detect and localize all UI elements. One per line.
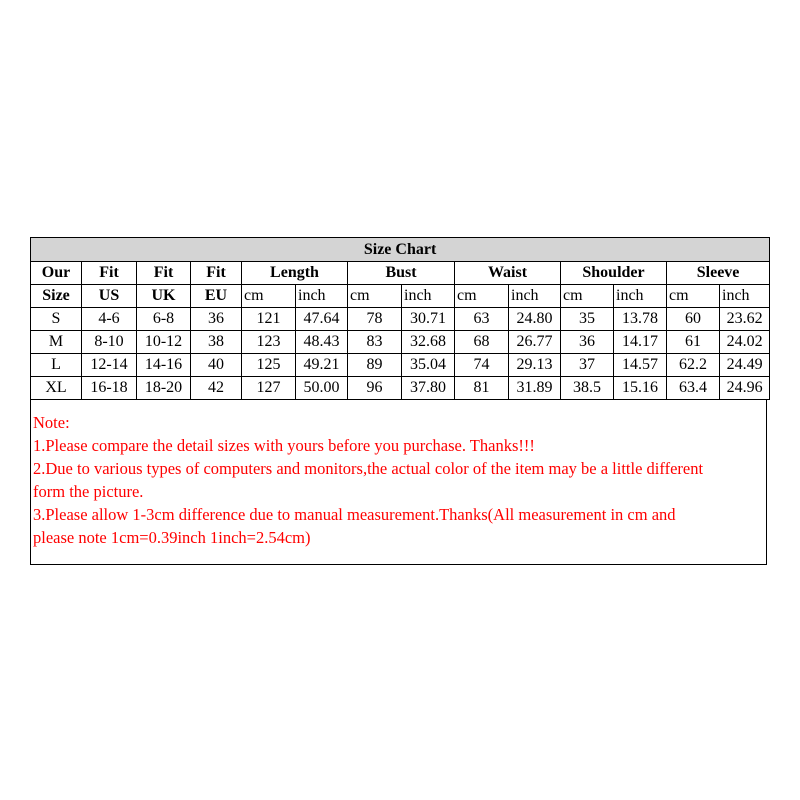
header-fit-us-2: US (82, 285, 137, 308)
unit-waist-cm: cm (455, 285, 509, 308)
notes-box (30, 400, 767, 565)
cell-fit-uk: 10-12 (137, 331, 191, 354)
cell-shoulder-inch: 15.16 (614, 377, 667, 400)
cell-bust-inch: 35.04 (402, 354, 455, 377)
header-fit-eu-1: Fit (191, 262, 242, 285)
unit-shoulder-cm: cm (561, 285, 614, 308)
unit-length-cm: cm (242, 285, 296, 308)
cell-waist-inch: 29.13 (509, 354, 561, 377)
cell-length-cm: 121 (242, 308, 296, 331)
cell-shoulder-inch: 14.57 (614, 354, 667, 377)
cell-sleeve-cm: 60 (667, 308, 720, 331)
size-chart (30, 237, 769, 565)
cell-sleeve-cm: 63.4 (667, 377, 720, 400)
cell-sleeve-cm: 61 (667, 331, 720, 354)
cell-fit-us: 12-14 (82, 354, 137, 377)
cell-bust-inch: 30.71 (402, 308, 455, 331)
cell-shoulder-cm: 37 (561, 354, 614, 377)
cell-waist-cm: 63 (455, 308, 509, 331)
note-line: please note 1cm=0.39inch 1inch=2.54cm) (33, 528, 311, 547)
cell-length-inch: 50.00 (296, 377, 348, 400)
cell-bust-cm: 89 (348, 354, 402, 377)
cell-sleeve-inch: 23.62 (720, 308, 770, 331)
header-fit-us-1: Fit (82, 262, 137, 285)
cell-sleeve-inch: 24.02 (720, 331, 770, 354)
unit-length-inch: inch (296, 285, 348, 308)
header-length: Length (242, 262, 348, 285)
cell-length-cm: 127 (242, 377, 296, 400)
cell-size: M (31, 331, 82, 354)
unit-sleeve-cm: cm (667, 285, 720, 308)
cell-fit-us: 16-18 (82, 377, 137, 400)
header-row-2 (31, 285, 770, 308)
cell-length-inch: 47.64 (296, 308, 348, 331)
cell-sleeve-inch: 24.49 (720, 354, 770, 377)
header-waist: Waist (455, 262, 561, 285)
cell-bust-cm: 83 (348, 331, 402, 354)
note-line: 1.Please compare the detail sizes with yours before you purchase. Thanks!!! (33, 436, 535, 455)
cell-shoulder-inch: 13.78 (614, 308, 667, 331)
size-chart-table (30, 237, 770, 400)
table-row (31, 354, 770, 377)
note-line: 3.Please allow 1-3cm difference due to manual measurement.Thanks(All measurement in cm and (33, 505, 676, 524)
cell-bust-cm: 78 (348, 308, 402, 331)
cell-fit-eu: 42 (191, 377, 242, 400)
cell-fit-us: 4-6 (82, 308, 137, 331)
cell-shoulder-cm: 35 (561, 308, 614, 331)
header-row-1 (31, 262, 770, 285)
cell-fit-uk: 6-8 (137, 308, 191, 331)
header-bust: Bust (348, 262, 455, 285)
unit-waist-inch: inch (509, 285, 561, 308)
note-line: 2.Due to various types of computers and monitors,the actual color of the item may be a little different (33, 459, 704, 478)
cell-waist-inch: 26.77 (509, 331, 561, 354)
cell-length-inch: 49.21 (296, 354, 348, 377)
cell-waist-cm: 68 (455, 331, 509, 354)
header-fit-uk-2: UK (137, 285, 191, 308)
header-our-size-2: Size (31, 285, 82, 308)
cell-waist-cm: 74 (455, 354, 509, 377)
cell-fit-us: 8-10 (82, 331, 137, 354)
cell-fit-eu: 38 (191, 331, 242, 354)
header-fit-uk-1: Fit (137, 262, 191, 285)
header-fit-eu-2: EU (191, 285, 242, 308)
cell-waist-inch: 31.89 (509, 377, 561, 400)
header-sleeve: Sleeve (667, 262, 770, 285)
cell-shoulder-cm: 38.5 (561, 377, 614, 400)
unit-sleeve-inch: inch (720, 285, 770, 308)
cell-waist-cm: 81 (455, 377, 509, 400)
cell-waist-inch: 24.80 (509, 308, 561, 331)
cell-fit-eu: 36 (191, 308, 242, 331)
cell-length-inch: 48.43 (296, 331, 348, 354)
cell-bust-inch: 32.68 (402, 331, 455, 354)
cell-size: S (31, 308, 82, 331)
note-line: form the picture. (33, 482, 144, 501)
cell-sleeve-cm: 62.2 (667, 354, 720, 377)
cell-length-cm: 125 (242, 354, 296, 377)
unit-bust-cm: cm (348, 285, 402, 308)
header-our-size-1: Our (31, 262, 82, 285)
cell-size: L (31, 354, 82, 377)
cell-shoulder-cm: 36 (561, 331, 614, 354)
table-row (31, 308, 770, 331)
cell-length-cm: 123 (242, 331, 296, 354)
title-row (31, 238, 770, 262)
cell-sleeve-inch: 24.96 (720, 377, 770, 400)
chart-title: Size Chart (31, 238, 770, 262)
cell-bust-inch: 37.80 (402, 377, 455, 400)
cell-bust-cm: 96 (348, 377, 402, 400)
table-row (31, 331, 770, 354)
cell-fit-uk: 18-20 (137, 377, 191, 400)
cell-fit-eu: 40 (191, 354, 242, 377)
note-heading: Note: (33, 413, 70, 432)
cell-size: XL (31, 377, 82, 400)
unit-bust-inch: inch (402, 285, 455, 308)
cell-fit-uk: 14-16 (137, 354, 191, 377)
table-row (31, 377, 770, 400)
unit-shoulder-inch: inch (614, 285, 667, 308)
header-shoulder: Shoulder (561, 262, 667, 285)
cell-shoulder-inch: 14.17 (614, 331, 667, 354)
